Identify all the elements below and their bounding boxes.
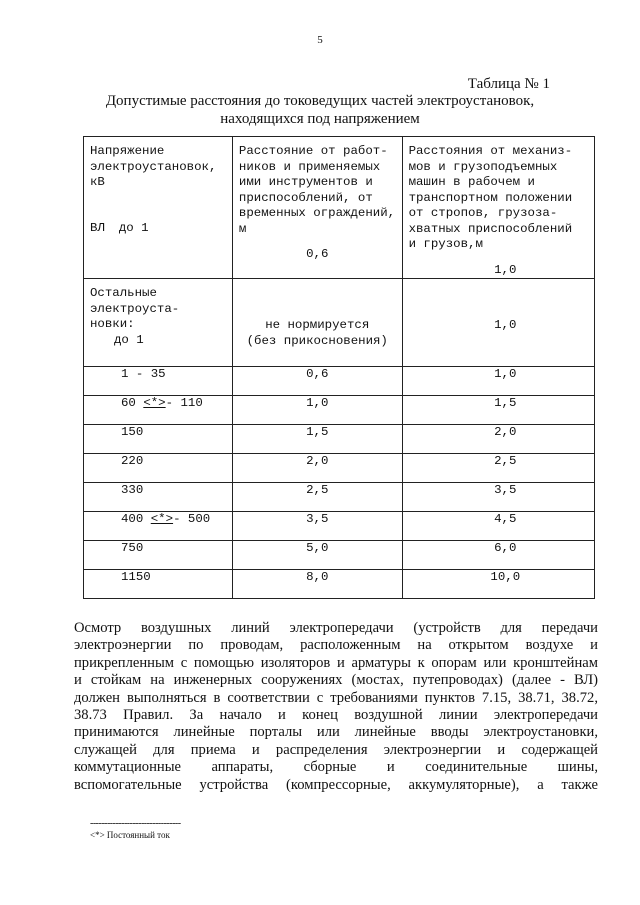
people-distance-cell: 5,0	[232, 541, 402, 570]
header-people-cell	[232, 137, 402, 279]
voltage-cell: 150	[84, 425, 233, 454]
table-row	[84, 541, 595, 570]
footnote: <*> Постоянный ток	[90, 830, 170, 840]
voltage-pre: 400	[121, 512, 151, 526]
machines-distance-cell: 3,5	[402, 483, 594, 512]
other-dist-people: не нормируется (без прикосновения)	[246, 318, 388, 348]
voltage-post: - 500	[173, 512, 211, 526]
table-row	[84, 454, 595, 483]
machines-distance-cell: 1,0	[402, 367, 594, 396]
people-distance-cell: 1,0	[232, 396, 402, 425]
table-row	[84, 512, 595, 541]
voltage-cell: 1 - 35	[84, 367, 233, 396]
paragraph-line: Осмотр воздушных линий электропередачи (устройств для передачи	[74, 620, 598, 636]
footnote-link[interactable]: <*>	[150, 512, 174, 526]
header-machines-cell	[402, 137, 594, 279]
machines-distance-cell: 4,5	[402, 512, 594, 541]
people-distance-cell: 3,5	[232, 512, 402, 541]
other-machines-cell	[402, 279, 594, 367]
footnote-link[interactable]: <*>	[143, 396, 166, 410]
paragraph-line: должен выполняться в соответствии с требованиями пунктов 7.15, 38.71, 38.72,	[74, 689, 598, 706]
distances-table	[83, 136, 595, 599]
vl-dist-people: 0,6	[306, 247, 329, 261]
people-distance-cell: 2,5	[232, 483, 402, 512]
table-row	[84, 483, 595, 512]
machines-distance-cell: 2,0	[402, 425, 594, 454]
voltage-cell: 220	[84, 454, 233, 483]
people-distance-cell: 8,0	[232, 570, 402, 599]
machines-distance-cell: 2,5	[402, 454, 594, 483]
paragraph-line: коммутационные аппараты, сборные и соединительные шины,	[74, 759, 598, 776]
voltage-cell	[84, 512, 233, 541]
body-paragraph	[74, 620, 598, 794]
other-label: Остальные электроуста- новки:	[90, 286, 180, 331]
page-number: 5	[317, 34, 323, 46]
people-distance-cell: 1,5	[232, 425, 402, 454]
paragraph-line: вспомогательные устройства (компрессорные, аккумуляторные), а также	[74, 776, 598, 793]
paragraph-line: электроэнергии по проводам, расположенным на открытом воздухе и	[74, 637, 598, 654]
table-row	[84, 425, 595, 454]
people-distance-cell: 2,0	[232, 454, 402, 483]
header-people-distance: Расстояние от работ- ников и применяемых ими инструментов и приспособлений, от временных ограждений, м	[238, 144, 396, 236]
table-row	[84, 570, 595, 599]
other-people-cell	[232, 279, 402, 367]
vl-row-label	[84, 221, 232, 237]
table-title-line-1: Допустимые расстояния до токоведущих частей электроустановок,	[105, 93, 535, 109]
voltage-cell: 1150	[84, 570, 233, 599]
table-title-line-2: находящихся под напряжением	[220, 111, 420, 127]
paragraph-line: и стойкам на инженерных сооружениях (мостах, путепроводах) (далее - ВЛ)	[74, 672, 598, 689]
table-title	[0, 92, 640, 128]
other-dist-machines: 1,0	[494, 318, 517, 332]
vl-label: ВЛ	[90, 220, 105, 235]
table-row	[84, 396, 595, 425]
machines-distance-cell: 10,0	[402, 570, 594, 599]
paragraph-line: 38.73 Правил. За начало и конец воздушной линии электропередачи	[74, 706, 598, 723]
machines-distance-cell: 6,0	[402, 541, 594, 570]
table-header-row	[84, 137, 595, 279]
paragraph-line: служащей для приема и распределения электроэнергии и содержащей	[74, 741, 598, 758]
footnote-rule: --------------------------------	[90, 818, 181, 829]
vl-value: до 1	[118, 220, 149, 235]
voltage-pre: 60	[121, 396, 144, 410]
voltage-cell	[84, 396, 233, 425]
header-voltage-cell	[84, 137, 233, 279]
other-value: до 1	[114, 332, 144, 347]
voltage-cell: 750	[84, 541, 233, 570]
table-row	[84, 367, 595, 396]
voltage-post: - 110	[165, 396, 203, 410]
people-distance-cell: 0,6	[232, 367, 402, 396]
header-machines-distance: Расстояния от механиз- мов и грузоподъемных машин в рабочем и транспортном положении от стропов, грузоза- хватных приспособлений и грузов,м	[408, 144, 573, 251]
vl-dist-machines: 1,0	[494, 262, 517, 277]
machines-distance-cell: 1,5	[402, 396, 594, 425]
table-row-other	[84, 279, 595, 367]
paragraph-line: прикрепленным с помощью изоляторов и арматуры к опорам или кронштейнам	[74, 654, 598, 671]
paragraph-line: принимаются линейные порталы или линейные вводы электроустановки,	[74, 724, 598, 741]
voltage-cell: 330	[84, 483, 233, 512]
other-label-cell	[84, 279, 233, 367]
table-label: Таблица № 1	[467, 76, 550, 92]
header-voltage: Напряжение электроустановок, кВ	[90, 144, 217, 189]
